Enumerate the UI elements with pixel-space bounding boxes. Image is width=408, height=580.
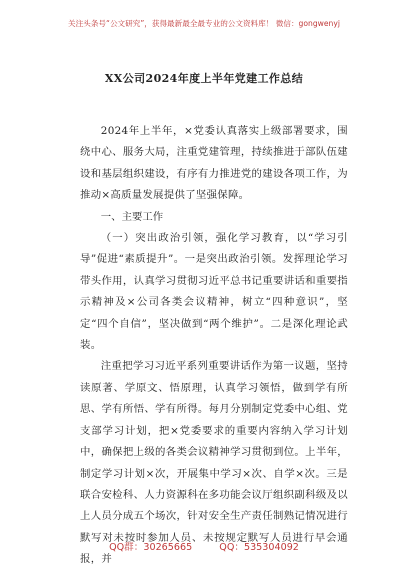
- page-title: XX公司2024年度上半年党建工作总结: [104, 72, 304, 85]
- intro-paragraph: 2024年上半年，×党委认真落实上级部署要求，围绕中心、服务大局，注重党建管理，持续推进于部队伍建设和基层组织建设，有序有力推进党的建设各项工作，为推动×高质量发展提供了坚强保障。: [80, 125, 348, 202]
- document-body: [80, 121, 348, 571]
- footer-contact: [0, 539, 408, 553]
- section-heading: 一、主要工作: [100, 210, 164, 223]
- header-banner: 关注头条号“公文研究”，获得最新最全最专业的公文资料库！ 微信：gongwenyj: [68, 19, 340, 28]
- footer-qq-group: QQ群：30265665: [109, 542, 193, 553]
- body-paragraph-1: （一）突出政治引领，强化学习教育，以“学习引导”促进“素质提升”。一是突出政治引领。发挥理论学习带头作用，认真学习贯彻习近平总书记重要讲话和重要指示精神及×公司各类会议精神，树立“四种意识”，坚定“四个自信”，坚决做到“两个维护”。二是深化理论武装。: [80, 232, 348, 352]
- body-paragraph-2: 注重把学习习近平系列重要讲话作为第一议题，坚持读原著、学原文、悟原理，认真学习领悟，做到学有所思、学有所悟、学有所得。每月分别制定党委中心组、党支部学习计划，把×党委要求的重要内容纳入学习计划中，确保把上级的各类会议精神学习贯彻到位。上半年，制定学习计划×次，开展集中学习×次、自学×次。三是联合安检科、人力资源科在多功能会议厅组织副科级及以上人员分成五个场次，针对安全生产责任制熟记情况进行默写对未按时参加人员、未按规定默写人员进行早会通报，并: [80, 360, 348, 566]
- footer-qq-number: QQ：535304092: [219, 542, 299, 553]
